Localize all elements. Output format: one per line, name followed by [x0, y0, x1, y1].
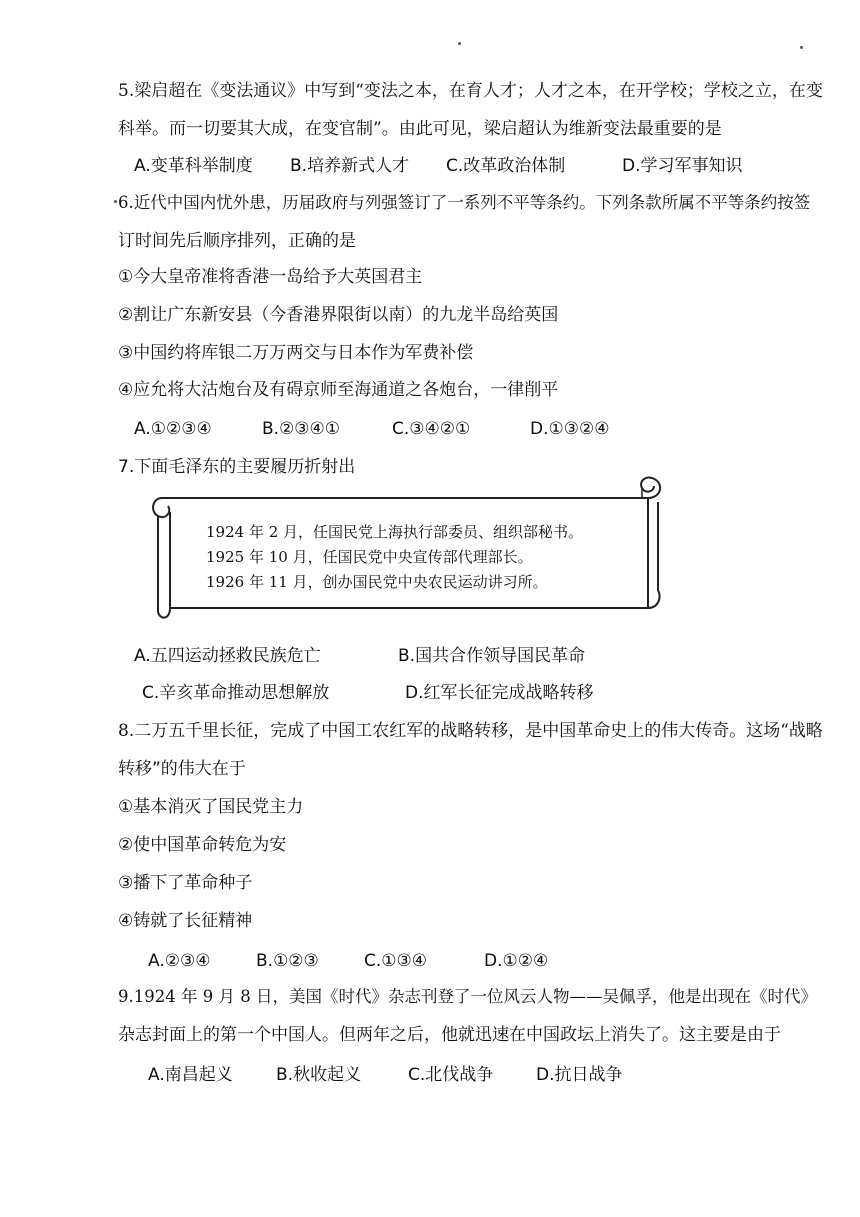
q7-option-a: A.五四运动拯救民族危亡: [134, 646, 321, 666]
q6-option-b: B.②③④①: [262, 419, 341, 439]
q6-option-a: A.①②③④: [134, 419, 212, 439]
q9-stem-line2: 杂志封面上的第一个中国人。但两年之后，他就迅速在中国政坛上消失了。这主要是由于: [118, 1025, 781, 1045]
resume-line-2: 1925 年 10 月，任国民党中央宣传部代理部长。: [206, 548, 533, 566]
q8-item-2: ②使中国革命转危为安: [118, 835, 287, 855]
q6-item-4: ④应允将大沽炮台及有碍京师至海通道之各炮台，一律削平: [118, 380, 559, 400]
resume-line-3: 1926 年 11 月，创办国民党中央农民运动讲习所。: [206, 573, 548, 591]
q6-item-2: ②割让广东新安县（今香港界限街以南）的九龙半岛给英国: [118, 305, 559, 325]
q9-option-b: B.秋收起义: [276, 1065, 362, 1085]
q8-option-a: A.②③④: [148, 951, 211, 971]
q5-option-d: D.学习军事知识: [622, 156, 743, 176]
q9-option-d: D.抗日战争: [536, 1065, 623, 1085]
q6-stem-line1: 6.近代中国内忧外患，历届政府与列强签订了一系列不平等条约。下列条款所属不平等条约按签: [118, 193, 811, 212]
q8-option-b: B.①②③: [256, 951, 319, 971]
q5-stem-line2: 科举。而一切要其大成，在变官制”。由此可见，梁启超认为维新变法最重要的是: [118, 119, 722, 139]
scan-speck: [458, 42, 461, 45]
q8-stem-line1: 8.二万五千里长征，完成了中国工农红军的战略转移，是中国革命史上的伟大传奇。这场“战略: [118, 721, 823, 741]
q8-item-3: ③播下了革命种子: [118, 873, 253, 893]
q8-option-d: D.①②④: [484, 951, 549, 971]
q5-stem-line1: 5.梁启超在《变法通议》中写到“变法之本，在育人才；人才之本，在开学校；学校之立，在变: [118, 81, 823, 101]
q7-option-d: D.红军长征完成战略转移: [405, 683, 594, 703]
q5-option-a: A.变革科举制度: [134, 156, 253, 176]
resume-line-1: 1924 年 2 月，任国民党上海执行部委员、组织部秘书。: [206, 523, 584, 541]
resume-scroll: [148, 472, 668, 622]
q6-option-d: D.①③②④: [530, 419, 610, 439]
q5-option-b: B.培养新式人才: [290, 156, 410, 176]
q9-stem-line1: 9.1924 年 9 月 8 日，美国《时代》杂志刊登了一位风云人物——吴佩孚，他是出现在《时代》: [118, 987, 817, 1006]
q7-option-b: B.国共合作领导国民革命: [398, 646, 586, 666]
q9-option-a: A.南昌起义: [148, 1065, 233, 1085]
q7-option-c: C.辛亥革命推动思想解放: [142, 683, 330, 703]
q6-option-c: C.③④②①: [392, 419, 471, 439]
scan-speck: [800, 46, 803, 49]
q8-option-c: C.①③④: [364, 951, 427, 971]
q8-stem-line2: 转移”的伟大在于: [118, 759, 246, 779]
q6-item-1: ①今大皇帝准将香港一岛给予大英国君主: [118, 267, 423, 287]
q7-stem: 7.下面毛泽东的主要履历折射出: [118, 457, 356, 477]
q6-stem-line2: 订时间先后顺序排列，正确的是: [118, 231, 356, 251]
q6-item-3: ③中国约将库银二万万两交与日本作为军费补偿: [118, 343, 474, 363]
q8-item-4: ④铸就了长征精神: [118, 911, 253, 931]
scan-speck: [114, 200, 117, 203]
q8-item-1: ①基本消灭了国民党主力: [118, 797, 304, 817]
q9-option-c: C.北伐战争: [408, 1065, 494, 1085]
q5-option-c: C.改革政治体制: [446, 156, 566, 176]
